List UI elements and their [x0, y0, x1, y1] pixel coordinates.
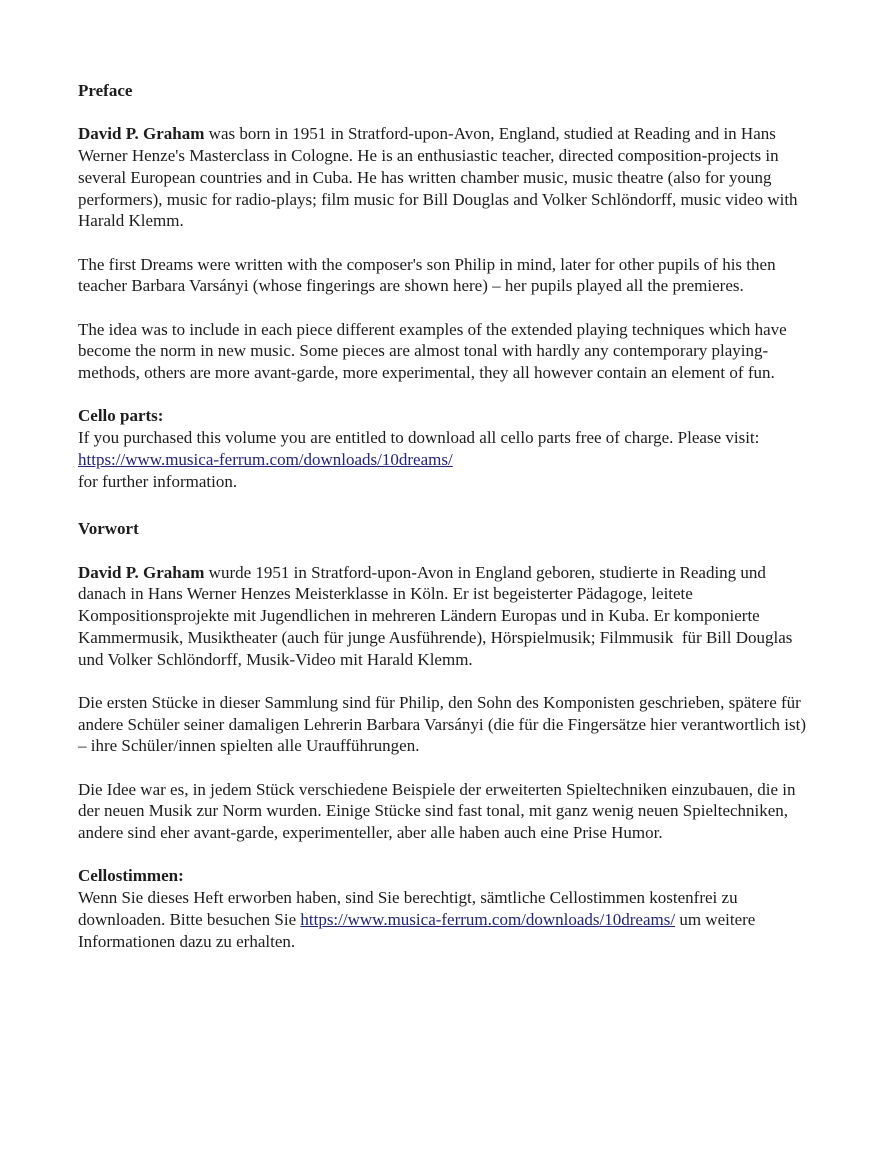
- vorwort-section: [78, 518, 812, 952]
- dreams-paragraph-de: Die ersten Stücke in dieser Sammlung sind für Philip, den Sohn des Komponisten geschrieben, spätere für andere Schüler seiner damaligen Lehrerin Barbara Varsányi (die für die Fingersätze hier verantwortlich ist) – ihre Schüler/innen spielten alle Uraufführungen.: [78, 692, 811, 756]
- downloads-link-de[interactable]: https://www.musica-ferrum.com/downloads/10dreams/: [300, 909, 676, 929]
- bio-paragraph-de: [78, 562, 812, 671]
- author-name-en: David P. Graham: [78, 124, 205, 144]
- cello-parts-text-en: If you purchased this volume you are entitled to download all cello parts free of charge. Please visit:: [78, 428, 764, 448]
- preface-section: [78, 80, 812, 492]
- downloads-link-en[interactable]: https://www.musica-ferrum.com/downloads/10dreams/: [78, 449, 453, 469]
- idea-paragraph-en: The idea was to include in each piece different examples of the extended playing techniques which have become the norm in new music. Some pieces are almost tonal with hardly any contemporary playing-methods, others are more avant-garde, more experimental, they all however contain an element of fun.: [78, 319, 791, 383]
- dreams-paragraph-en: The first Dreams were written with the composer's son Philip in mind, later for other pupils of his then teacher Barbara Varsányi (whose fingerings are shown here) – her pupils played all the premieres.: [78, 254, 780, 296]
- cellostimmen-heading: Cellostimmen:: [78, 866, 184, 886]
- cellostimmen-paragraph-de: [78, 887, 812, 952]
- bio-paragraph-en: [78, 123, 812, 232]
- cellostimmen-after-de: um weitere Informationen dazu zu erhalten.: [78, 909, 760, 951]
- author-name-de: David P. Graham: [78, 562, 205, 582]
- cello-parts-paragraph-en: [78, 427, 812, 492]
- bio-text-en: was born in 1951 in Stratford-upon-Avon, England, studied at Reading and in Hans Werner Henze's Masterclass in Cologne. He is an enthusiastic teacher, directed composition-projects in several European countries and in Cuba. He has written chamber music, music theatre (also for young performers), music for radio-plays; film music for Bill Douglas and Volker Schlöndorff, music video with Harald Klemm.: [78, 124, 802, 231]
- cellostimmen-text-de: Wenn Sie dieses Heft erworben haben, sind Sie berechtigt, sämtliche Cellostimmen kostenfrei zu downloaden. Bitte besuchen Sie: [78, 888, 742, 929]
- idea-paragraph-de: Die Idee war es, in jedem Stück verschiedene Beispiele der erweiterten Spieltechniken einzubauen, die in der neuen Musik zur Norm wurden. Einige Stücke sind fast tonal, mit ganz wenig neuen Spieltechniken, andere sind eher avant-garde, experimenteller, aber alle haben auch eine Prise Humor.: [78, 779, 800, 843]
- cello-parts-heading: Cello parts:: [78, 406, 164, 426]
- bio-text-de: wurde 1951 in Stratford-upon-Avon in England geboren, studierte in Reading und danach in Hans Werner Henzes Meisterklasse in Köln. Er ist begeisterter Pädagoge, leitete Kompositionsprojekte mit Jugendlichen in mehreren Ländern Europas und in Kuba. Er komponierte Kammermusik, Musiktheater (auch für junge Ausführende), Hörspielmusik; Filmmusik für Bill Douglas und Volker Schlöndorff, Musik-Video mit Harald Klemm.: [78, 562, 797, 669]
- vorwort-heading: Vorwort: [78, 519, 139, 539]
- cello-parts-after-en: for further information.: [78, 471, 238, 491]
- preface-heading: Preface: [78, 81, 133, 100]
